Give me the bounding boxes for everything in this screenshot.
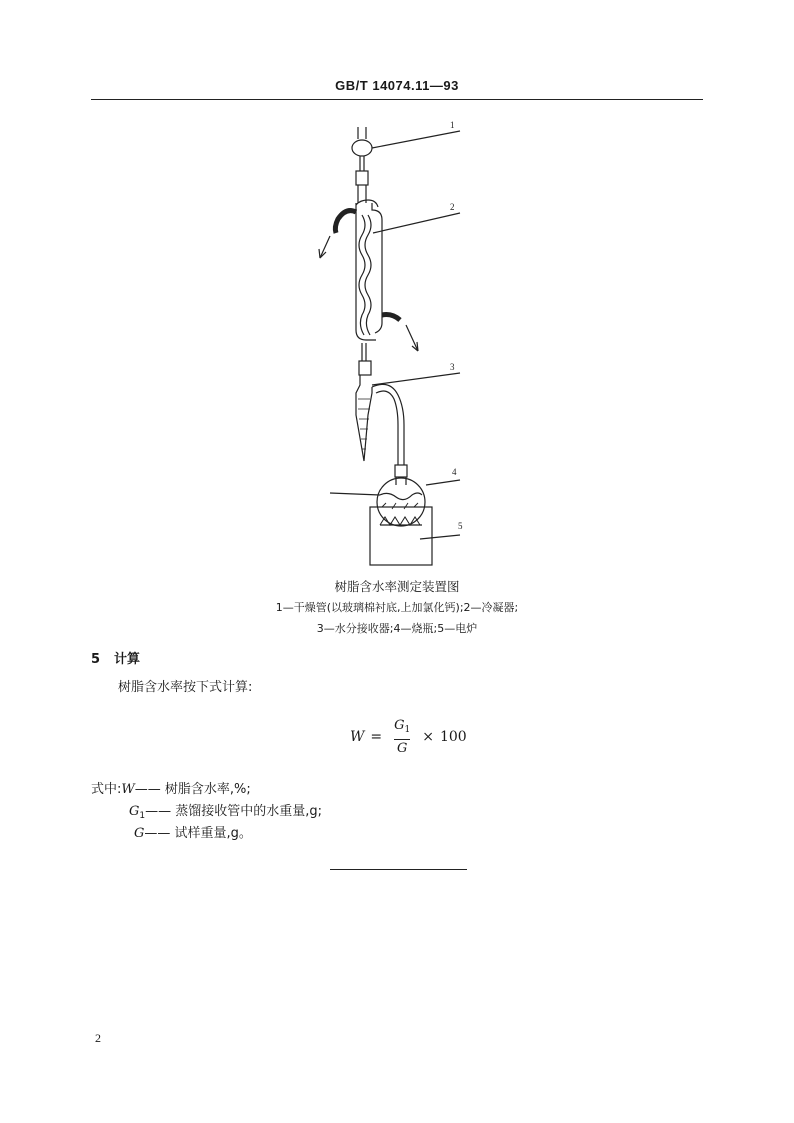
formula-numerator-sub: 1 (404, 725, 411, 735)
callout-1: 1 (450, 120, 455, 130)
formula-denominator: G (396, 741, 408, 756)
formula-numerator: G (394, 718, 405, 733)
definition-symbol: G (134, 826, 145, 841)
callout-4: 4 (452, 467, 457, 477)
definition-symbol: G (129, 804, 140, 819)
standard-code: GB/T 14074.11—93 (335, 78, 459, 93)
header-rule (91, 99, 703, 100)
figure-title: 树脂含水率测定装置图 (334, 579, 460, 594)
page-number: 2 (95, 1031, 101, 1045)
definition-symbol: W (121, 782, 135, 797)
formula-factor: 100 (439, 729, 467, 745)
apparatus-figure (300, 115, 500, 575)
flask (330, 465, 425, 526)
definition-row (91, 778, 251, 797)
heater (370, 507, 432, 565)
definition-text: —— 蒸馏接收管中的水重量,g; (145, 804, 323, 819)
water-receiver (356, 361, 404, 465)
definition-row (129, 800, 322, 821)
definition-text: —— 树脂含水率,%; (134, 782, 251, 797)
formula-equals: = (370, 729, 383, 745)
section-title: 计算 (114, 652, 141, 667)
callout-2: 2 (450, 202, 455, 212)
end-rule (330, 869, 467, 870)
definitions-prefix: 式中: (91, 782, 122, 797)
drying-tube (352, 127, 372, 203)
callout-3: 3 (450, 362, 455, 372)
formula-times: × (422, 729, 434, 745)
callout-5: 5 (458, 521, 463, 531)
figure-legend-line1: 1—干燥管(以玻璃棉衬底,上加氯化钙);2—冷凝器; (275, 601, 519, 614)
intro-paragraph: 树脂含水率按下式计算: (118, 680, 253, 695)
section-number: 5 (91, 652, 101, 667)
definition-row (134, 822, 252, 841)
formula-lhs: W (350, 729, 365, 745)
formula-fraction (394, 718, 410, 756)
condenser (319, 200, 418, 361)
formula (350, 717, 467, 757)
section-heading (91, 648, 140, 667)
definition-symbol-sub: 1 (139, 811, 146, 821)
figure-legend-line2: 3—水分接收器;4—烧瓶;5—电炉 (316, 622, 478, 635)
definition-text: —— 试样重量,g。 (144, 826, 252, 841)
